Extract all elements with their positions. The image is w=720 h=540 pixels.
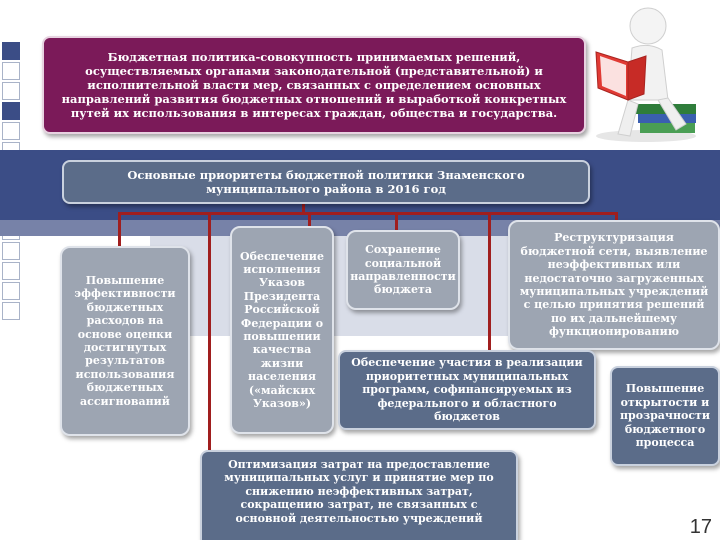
- priority-optimization: [200, 450, 518, 540]
- reading-figure-icon: [588, 4, 703, 144]
- connector-line: [118, 212, 618, 215]
- priority-decrees: [230, 226, 334, 434]
- priority-efficiency: [60, 246, 190, 436]
- priority-social-text: Сохранение социальной направленности бюджета: [350, 243, 456, 297]
- reading-figure-illustration: [588, 4, 703, 144]
- sidebar-square: [2, 122, 20, 140]
- priority-programs: [338, 350, 596, 430]
- priority-restructuring-text: Реструктуризация бюджетной сети, выявление неэффективных или недостаточно загруженных муниципальных учреждений с целью принятия решений по их дальнейшему функционированию: [519, 231, 709, 339]
- sidebar-square: [2, 42, 20, 60]
- sidebar-decoration: [0, 0, 24, 540]
- definition-text: Бюджетная политика-совокупность принимаемых решений, осуществляемых органами законодательной (представительной) и исполнительной власти мер, связанных с определением основных направлений развития бюджетных отношений и выработкой конкретных путей их использования в интересах граждан, общества и государства.: [61, 49, 567, 121]
- page-number: 17: [689, 516, 712, 538]
- connector-line: [488, 212, 491, 352]
- priority-openness: [610, 366, 720, 466]
- priority-restructuring: [508, 220, 720, 350]
- connector-line: [118, 212, 121, 246]
- priority-optimization-text: Оптимизация затрат на предоставление муниципальных услуг и принятие мер по снижению неэффективных затрат, сокращению затрат, не связанных с основной деятельностью учреждений: [224, 458, 494, 525]
- sidebar-square: [2, 302, 20, 320]
- budget-policy-definition: [42, 36, 586, 134]
- priority-programs-text: Обеспечение участия в реализации приоритетных муниципальных программ, софинансируемых из федерального и областного бюджетов: [351, 356, 583, 424]
- sidebar-square: [2, 282, 20, 300]
- sidebar-square: [2, 62, 20, 80]
- priority-openness-text: Повышение открытости и прозрачности бюджетного процесса: [619, 382, 711, 450]
- sidebar-square: [2, 262, 20, 280]
- priority-decrees-text: Обеспечение исполнения Указов Президента Российской Федерации о повышении качества жизни населения («майских Указов»): [240, 249, 324, 411]
- sidebar-square: [2, 82, 20, 100]
- priority-efficiency-text: Повышение эффективности бюджетных расходов на основе оценки достигнутых результатов использования бюджетных ассигнований: [74, 273, 176, 408]
- connector-line: [395, 212, 398, 232]
- connector-line: [208, 212, 211, 450]
- priority-social: [346, 230, 460, 310]
- priorities-title: [62, 160, 590, 204]
- sidebar-square: [2, 242, 20, 260]
- priorities-title-text: Основные приоритеты бюджетной политики Знаменского муниципального района в 2016 год: [127, 167, 525, 196]
- sidebar-square: [2, 102, 20, 120]
